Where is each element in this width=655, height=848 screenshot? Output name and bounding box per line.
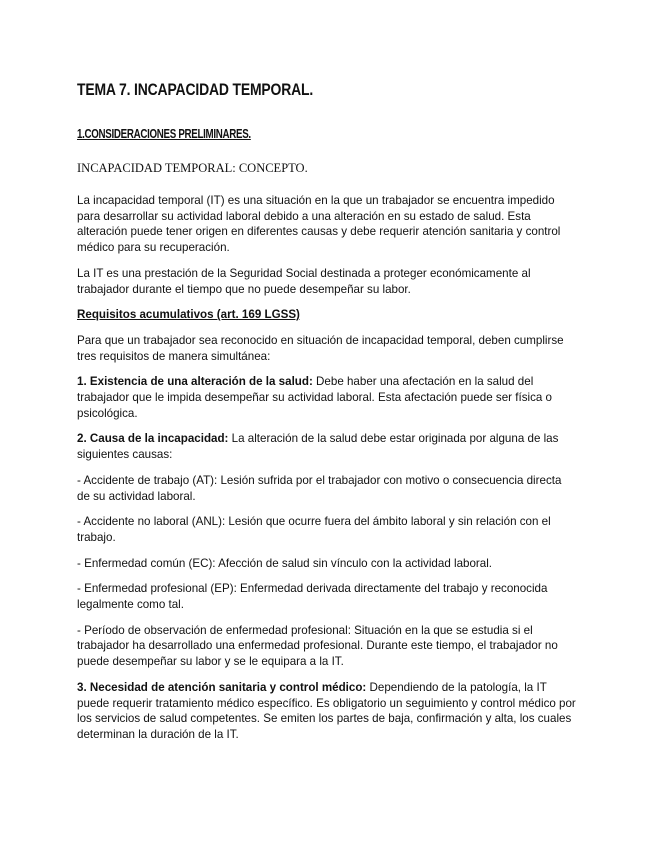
requirements-heading: Requisitos acumulativos (art. 169 LGSS): [77, 308, 300, 322]
requirements-intro: Para que un trabajador sea reconocido en situación de incapacidad temporal, deben cumplirse tres requisitos de manera simultánea:: [77, 333, 564, 363]
document-content: [77, 80, 577, 753]
section-heading: 1.CONSIDERACIONES PRELIMINARES.: [77, 126, 251, 141]
cause-at: - Accidente de trabajo (AT): Lesión sufrida por el trabajador con motivo o consecuencia directa de su actividad laboral.: [77, 473, 562, 503]
requirement-1-lead: 1. Existencia de una alteración de la salud:: [77, 375, 313, 389]
concept-subheading: INCAPACIDAD TEMPORAL: CONCEPTO.: [77, 161, 308, 175]
requirement-1: [77, 374, 577, 421]
requirement-3-text: Dependiendo de la patología, la IT puede requerir tratamiento médico específico. Es obligatorio un seguimiento y control médico por los servicios de salud competentes. Se emiten los partes de baja, confirmación y alta, los cuales determinan la duración de la IT.: [77, 680, 576, 741]
intro-paragraph-1: La incapacidad temporal (IT) es una situación en la que un trabajador se encuentra impedido para desarrollar su actividad laboral debido a una alteración en su estado de salud. Esta alteración puede tener origen en diferentes causas y debe requerir atención sanitaria y control médico para su recuperación.: [77, 194, 561, 255]
requirement-3-lead: 3. Necesidad de atención sanitaria y control médico:: [77, 680, 367, 694]
requirement-2-lead: 2. Causa de la incapacidad:: [77, 432, 229, 446]
requirement-2-text: La alteración de la salud debe estar originada por alguna de las siguientes causas:: [77, 432, 559, 462]
cause-anl: - Accidente no laboral (ANL): Lesión que ocurre fuera del ámbito laboral y sin relación con el trabajo.: [77, 515, 551, 544]
requirement-3: [77, 680, 577, 743]
page-title: TEMA 7. INCAPACIDAD TEMPORAL.: [77, 80, 314, 99]
cause-ep: - Enfermedad profesional (EP): Enfermedad derivada directamente del trabajo y reconocida legalmente como tal.: [77, 582, 548, 612]
requirement-2: [77, 431, 577, 462]
cause-ec: - Enfermedad común (EC): Afección de salud sin vínculo con la actividad laboral.: [77, 556, 493, 570]
cause-observation-period: - Período de observación de enfermedad profesional: Situación en la que se estudia si el trabajador ha desarrollado una enfermedad profesional. Durante este tiempo, el trabajador no puede desempeñar su labor y se le equipara a la IT.: [77, 623, 558, 669]
requirement-1-text: Debe haber una afectación en la salud del trabajador que le impida desempeñar su actividad laboral. Esta afectación puede ser física o psicológica.: [77, 375, 552, 420]
intro-paragraph-2: La IT es una prestación de la Seguridad Social destinada a proteger económicamente al trabajador durante el tiempo que no puede desempeñar su labor.: [77, 266, 531, 296]
